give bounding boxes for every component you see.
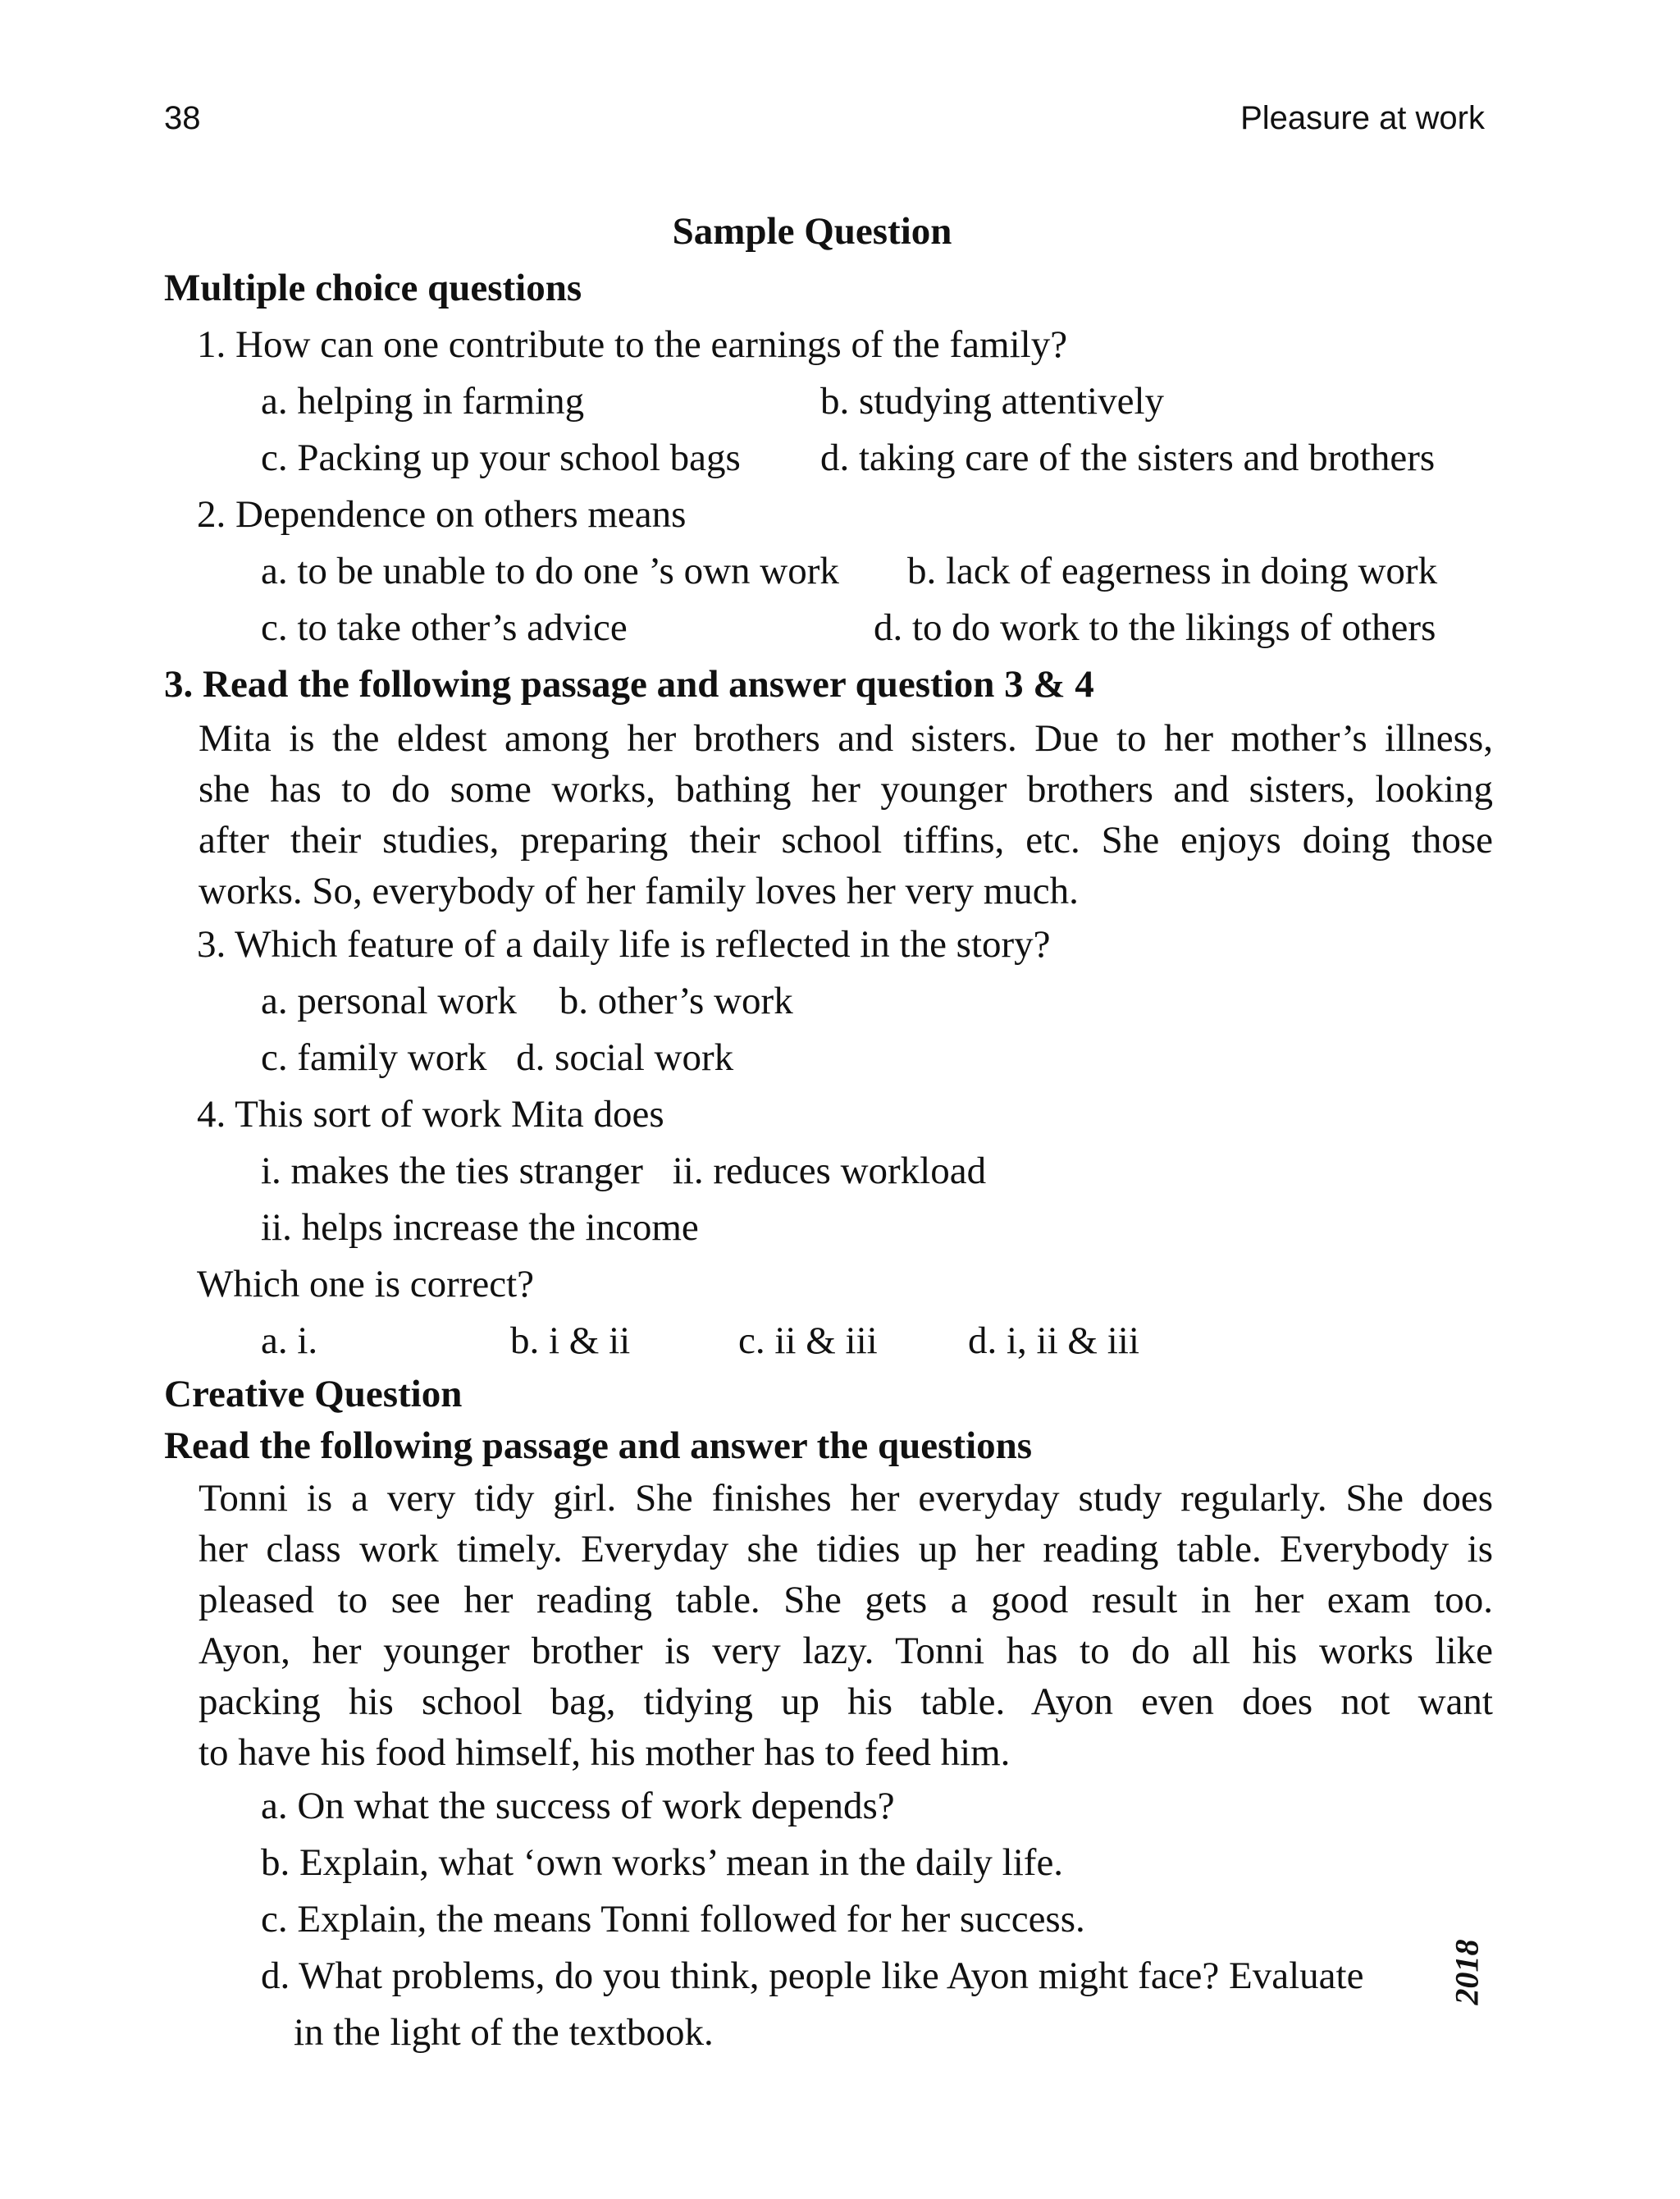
creative-question-c: c. Explain, the means Tonni followed for her success.	[261, 1898, 1085, 1941]
q2-option-c: c. to take other’s advice	[261, 606, 628, 649]
q4-options-row	[164, 1313, 1493, 1369]
mcq-heading: Multiple choice questions	[164, 267, 582, 309]
q4-option-c: c. ii & iii	[738, 1319, 878, 1362]
question-1: 1. How can one contribute to the earnings of the family?	[197, 323, 1068, 366]
creative-subheading: Read the following passage and answer the questions	[164, 1424, 1033, 1467]
tonni-passage	[164, 1473, 1493, 1778]
creative-question-d: d. What problems, do you think, people like Ayon might face? Evaluate	[261, 1954, 1364, 1997]
q1-option-b: b. studying attentively	[820, 380, 1165, 423]
q2-option-a: a. to be unable to do one ’s own work	[261, 550, 839, 592]
year-stamp: 2018	[1448, 1939, 1486, 2005]
q3-option-a: a. personal work	[261, 980, 517, 1022]
q4-statement-iii: ii. helps increase the income	[261, 1206, 699, 1249]
question-3: 3. Which feature of a daily life is reflected in the story?	[197, 923, 1051, 966]
passage-line: to have his food himself, his mother has to feed him.	[199, 1731, 1011, 1774]
q4-statements-row-1	[164, 1143, 1493, 1200]
q3-option-c: c. family work	[261, 1036, 487, 1079]
q2-option-d: d. to do work to the likings of others	[874, 606, 1436, 649]
q2-options-row-2	[164, 600, 1493, 656]
passage-line: works. So, everybody of her family loves her very much.	[199, 870, 1079, 912]
q1-options-row-2	[164, 430, 1493, 487]
section-title: Sample Question	[672, 210, 952, 253]
running-title: Pleasure at work	[1240, 100, 1485, 136]
q4-statement-ii: ii. reduces workload	[672, 1150, 987, 1192]
q2-options-row-1	[164, 543, 1493, 600]
page-number: 38	[164, 100, 201, 136]
q1-option-d: d. taking care of the sisters and brothers	[820, 437, 1436, 479]
q3-option-b: b. other’s work	[559, 980, 793, 1022]
q3-option-d: d. social work	[516, 1036, 734, 1079]
q2-option-b: b. lack of eagerness in doing work	[907, 550, 1438, 592]
passage-line: packing his school bag, tidying up his table. Ayon even does not want	[199, 1680, 1493, 1723]
q1-options-row-1	[164, 373, 1493, 430]
question-2: 2. Dependence on others means	[197, 493, 687, 536]
q4-option-b: b. i & ii	[510, 1319, 631, 1362]
creative-question-a: a. On what the success of work depends?	[261, 1785, 895, 1827]
passage-line: after their studies, preparing their school tiffins, etc. She enjoys doing those	[199, 819, 1493, 862]
passage-line: Tonni is a very tidy girl. She finishes her everyday study regularly. She does	[199, 1477, 1493, 1520]
q4-which-correct: Which one is correct?	[197, 1263, 535, 1305]
q4-option-d: d. i, ii & iii	[968, 1319, 1139, 1362]
creative-question-d-continued: in the light of the textbook.	[294, 2011, 714, 2054]
passage-line: she has to do some works, bathing her younger brothers and sisters, looking	[199, 768, 1493, 811]
passage-line: Mita is the eldest among her brothers and sisters. Due to her mother’s illness,	[199, 717, 1493, 760]
passage-heading: 3. Read the following passage and answer question 3 & 4	[164, 663, 1094, 706]
page-content	[164, 203, 1493, 2061]
creative-heading: Creative Question	[164, 1373, 463, 1415]
question-4: 4. This sort of work Mita does	[197, 1093, 664, 1136]
q4-option-a: a. i.	[261, 1319, 318, 1362]
q4-statement-i: i. makes the ties stranger	[261, 1150, 643, 1192]
mita-passage	[164, 713, 1493, 917]
q3-options-row-1	[164, 973, 1493, 1030]
passage-line: her class work timely. Everyday she tidies up her reading table. Everybody is	[199, 1528, 1493, 1570]
q1-option-a: a. helping in farming	[261, 380, 585, 423]
creative-question-b: b. Explain, what ‘own works’ mean in the daily life.	[261, 1841, 1064, 1884]
q3-options-row-2	[164, 1030, 1493, 1086]
passage-line: Ayon, her younger brother is very lazy. Tonni has to do all his works like	[199, 1630, 1493, 1672]
passage-line: pleased to see her reading table. She gets a good result in her exam too.	[199, 1579, 1493, 1621]
q1-option-c: c. Packing up your school bags	[261, 437, 741, 479]
